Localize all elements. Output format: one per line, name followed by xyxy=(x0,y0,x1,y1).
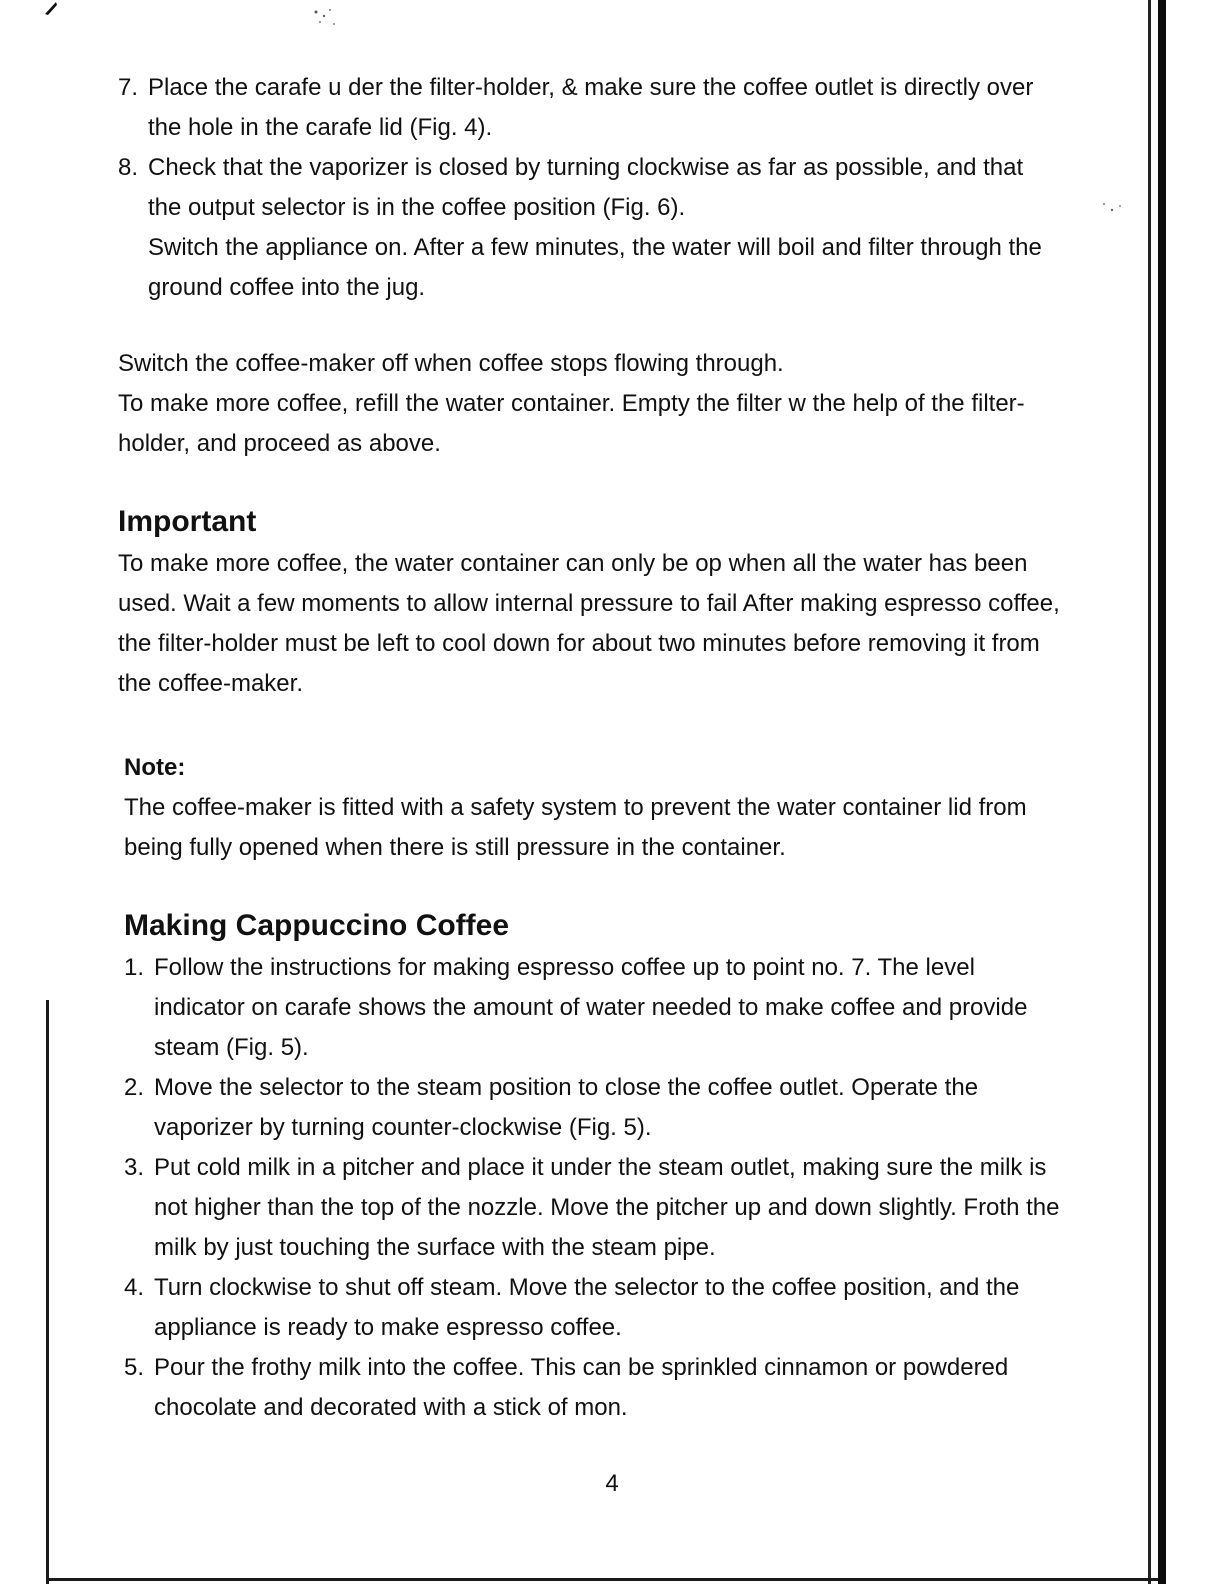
step-text: Turn clockwise to shut off steam. Move the selector to the coffee position, and the appliance is ready to make espresso coffee. xyxy=(154,1274,1020,1341)
step-number: 3. xyxy=(124,1154,145,1181)
step-number: 2. xyxy=(124,1074,145,1101)
scan-edge-bottom xyxy=(46,1578,1158,1581)
scan-edge-right-inner xyxy=(1148,0,1151,1584)
step-text: Pour the frothy milk into the coffee. This can be sprinkled cinnamon or powdered chocolate and decorated with a stick of mon. xyxy=(154,1354,1009,1421)
page-content xyxy=(118,68,1062,1428)
step-text: Switch the appliance on. After a few minutes, the water will boil and filter through the ground coffee into the jug. xyxy=(148,234,1042,301)
list-item xyxy=(118,228,1062,308)
step-number: 8. xyxy=(118,154,139,181)
step-text: Check that the vaporizer is closed by turning clockwise as far as possible, and that the output selector is in the coffee position (Fig. 6). xyxy=(148,154,1024,221)
list-item xyxy=(124,1068,1062,1148)
scan-edge-right xyxy=(1158,0,1166,1584)
step-text: Follow the instructions for making espresso coffee up to point no. 7. The level indicator on carafe shows the amount of water needed to make coffee and provide steam (Fig. 5). xyxy=(154,954,1028,1061)
note-heading: Note: xyxy=(124,754,186,781)
page-number: 4 xyxy=(605,1470,619,1497)
step-number xyxy=(118,228,148,308)
step-number: 7. xyxy=(118,74,139,101)
important-text: To make more coffee, the water container can only be op when all the water has been used. Wait a few moments to allow internal pressure to fail After making espresso coffee, the filter-holder must be left to cool down for about two minutes before removing it from the coffee-maker. xyxy=(118,550,1060,697)
list-item xyxy=(118,68,1062,148)
step-number: 1. xyxy=(124,954,145,981)
more-coffee-paragraph: To make more coffee, refill the water container. Empty the filter w the help of the filter-holder, and proceed as above. xyxy=(118,390,1025,457)
scan-speck-icon xyxy=(1094,196,1130,224)
scan-speck-icon xyxy=(306,4,342,32)
cappuccino-steps xyxy=(118,948,1062,1428)
corner-mark-icon xyxy=(44,0,58,16)
step-number: 5. xyxy=(124,1354,145,1381)
cappuccino-heading: Making Cappuccino Coffee xyxy=(124,909,510,942)
important-heading: Important xyxy=(118,505,257,538)
switch-off-paragraph: Switch the coffee-maker off when coffee stops flowing through. xyxy=(118,350,784,377)
list-item xyxy=(124,1348,1062,1428)
steps-top xyxy=(118,68,1062,308)
list-item xyxy=(118,148,1062,228)
step-text: Place the carafe u der the filter-holder, & make sure the coffee outlet is directly over the hole in the carafe lid (Fig. 4). xyxy=(148,74,1034,141)
list-item xyxy=(124,948,1062,1068)
step-text: Put cold milk in a pitcher and place it under the steam outlet, making sure the milk is not higher than the top of the nozzle. Move the pitcher up and down slightly. Froth the milk by just touching the surface with the steam pipe. xyxy=(154,1154,1060,1261)
list-item xyxy=(124,1268,1062,1348)
step-text: Move the selector to the steam position to close the coffee outlet. Operate the vaporizer by turning counter-clockwise (Fig. 5). xyxy=(154,1074,979,1141)
list-item xyxy=(124,1148,1062,1268)
note-text: The coffee-maker is fitted with a safety system to prevent the water container lid from being fully opened when there is still pressure in the container. xyxy=(124,794,1027,861)
step-number: 4. xyxy=(124,1274,145,1301)
